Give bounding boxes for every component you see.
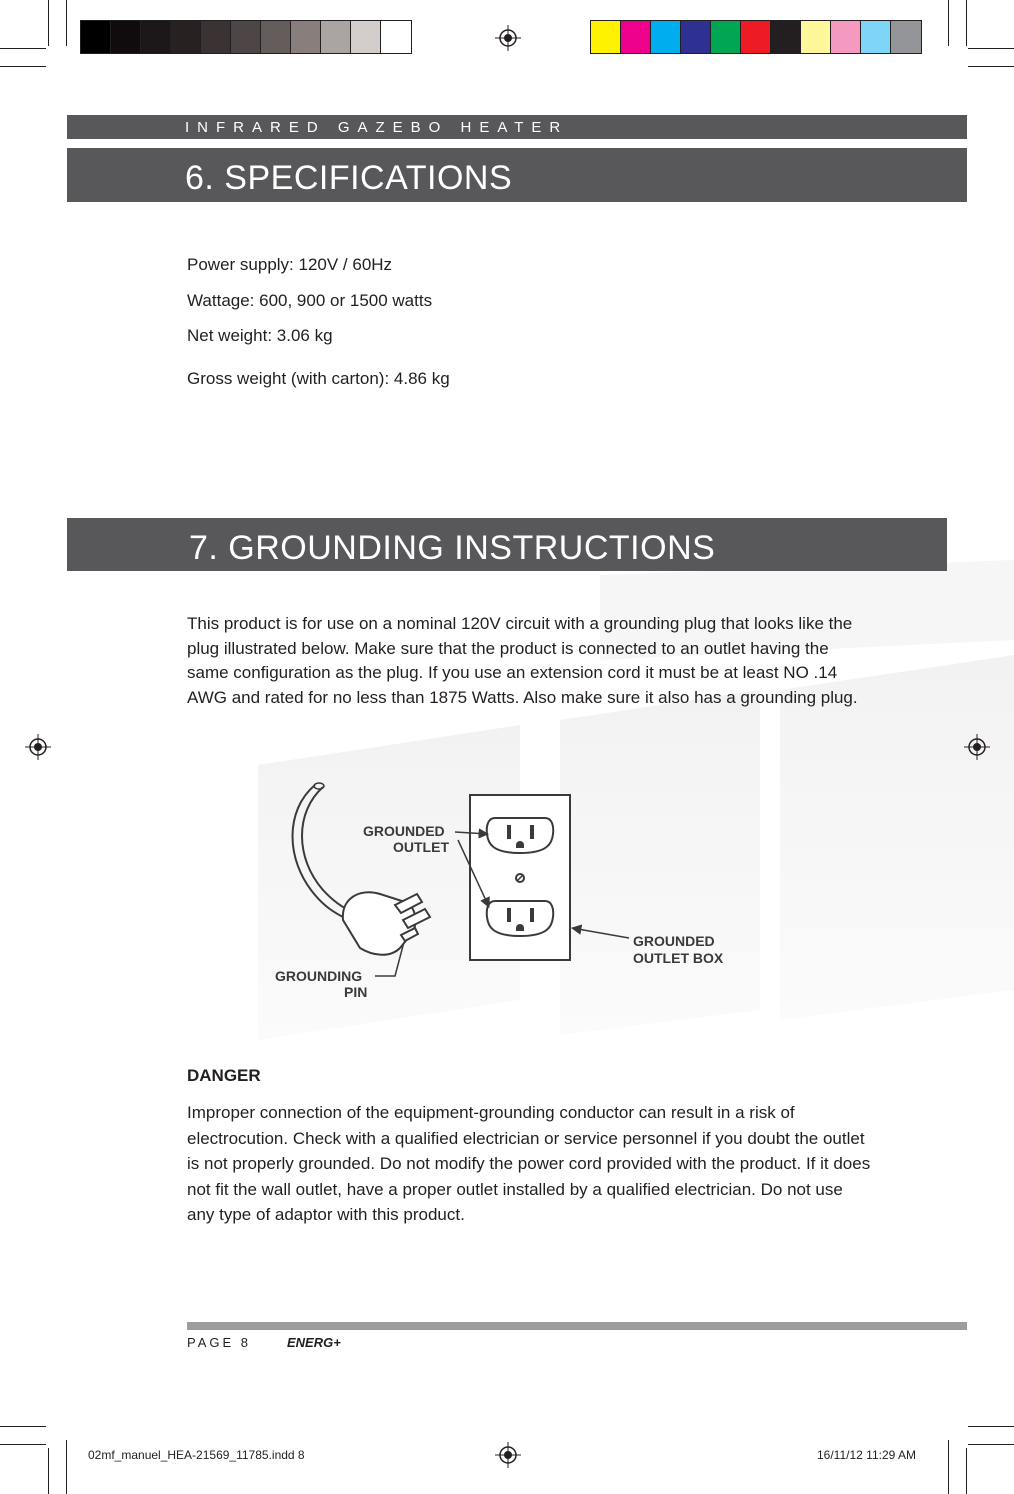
label-grounded-outlet-line2: OUTLET xyxy=(393,839,449,855)
color-swatch xyxy=(321,21,351,53)
color-swatch xyxy=(741,21,771,53)
slug-filename: 02mf_manuel_HEA-21569_11785.indd 8 xyxy=(88,1448,305,1462)
color-swatch xyxy=(861,21,891,53)
paragraph-line: plug illustrated below. Make sure that the product is connected to an outlet having the xyxy=(187,638,829,658)
section-7-title: 7. GROUNDING INSTRUCTIONS xyxy=(189,529,716,567)
paragraph-line: same configuration as the plug. If you use an extension cord it must be at least NO .14 xyxy=(187,663,838,682)
color-swatch xyxy=(621,21,651,53)
paragraph-line: is not properly grounded. Do not modify the power cord provided with the product. If it does xyxy=(187,1154,871,1173)
grounded-plug-outlet-diagram xyxy=(255,770,755,1025)
spec-net-weight: Net weight: 3.06 kg xyxy=(187,326,333,345)
label-grounding-pin-line2: PIN xyxy=(344,984,368,1000)
brand-name: ENERG+ xyxy=(287,1335,341,1350)
crop-mark xyxy=(0,1444,46,1445)
registration-mark-icon xyxy=(25,734,51,760)
color-swatch xyxy=(681,21,711,53)
color-swatch xyxy=(381,21,411,53)
spec-gross-weight: Gross weight (with carton): 4.86 kg xyxy=(187,369,450,388)
crop-mark xyxy=(968,1426,1014,1427)
running-head: INFRARED GAZEBO HEATER xyxy=(67,115,967,139)
color-swatch xyxy=(801,21,831,53)
color-swatch xyxy=(771,21,801,53)
plug-prong-icon xyxy=(395,894,422,913)
color-swatch xyxy=(231,21,261,53)
crop-mark xyxy=(0,1426,46,1427)
color-swatch xyxy=(711,21,741,53)
section-7-heading-bar xyxy=(67,518,947,571)
registration-mark-icon xyxy=(495,25,521,51)
paragraph-line: any type of adaptor with this product. xyxy=(187,1205,465,1224)
label-grounded-outlet-line1: GROUNDED xyxy=(363,823,445,839)
grayscale-color-bar xyxy=(80,20,412,54)
label-grounding-pin-line1: GROUNDING xyxy=(275,968,363,984)
crop-mark xyxy=(48,0,49,46)
spec-power-supply: Power supply: 120V / 60Hz xyxy=(187,255,393,274)
color-swatch xyxy=(651,21,681,53)
spec-wattage: Wattage: 600, 900 or 1500 watts xyxy=(187,291,433,310)
crop-mark xyxy=(968,48,1014,49)
footer-rule xyxy=(187,1322,967,1330)
power-cord xyxy=(293,785,346,918)
leader-line xyxy=(572,928,629,938)
section-6-title: 6. SPECIFICATIONS xyxy=(185,159,513,197)
color-swatch xyxy=(261,21,291,53)
color-swatch xyxy=(111,21,141,53)
crop-mark xyxy=(966,0,967,46)
page-number: PAGE 8 xyxy=(187,1335,252,1350)
registration-mark-icon xyxy=(495,1442,521,1468)
crop-mark xyxy=(968,1444,1014,1445)
crop-mark xyxy=(966,1448,967,1494)
color-swatch xyxy=(591,21,621,53)
paragraph-line: electrocution. Check with a qualified electrician or service personnel if you doubt the outlet xyxy=(187,1128,865,1148)
paragraph-line: This product is for use on a nominal 120V circuit with a grounding plug that looks like the xyxy=(187,614,853,633)
crop-mark xyxy=(0,48,46,49)
danger-heading: DANGER xyxy=(187,1066,261,1085)
color-swatch xyxy=(201,21,231,53)
section-6-heading-bar xyxy=(67,148,967,202)
color-swatch xyxy=(171,21,201,53)
crop-mark xyxy=(948,0,949,46)
crop-mark xyxy=(968,66,1014,67)
color-swatch xyxy=(81,21,111,53)
crop-mark xyxy=(48,1448,49,1494)
color-swatch xyxy=(831,21,861,53)
color-swatch xyxy=(291,21,321,53)
slug-timestamp: 16/11/12 11:29 AM xyxy=(817,1448,916,1462)
process-color-bar xyxy=(590,20,922,54)
label-grounded-outlet-box-line2: OUTLET BOX xyxy=(633,950,724,966)
crop-mark xyxy=(0,66,46,67)
paragraph-line: Improper connection of the equipment-grounding conductor can result in a risk of xyxy=(187,1103,795,1122)
danger-paragraph xyxy=(187,1100,917,1228)
paragraph-line: not fit the wall outlet, have a proper outlet installed by a qualified electrician. Do not use xyxy=(187,1179,843,1199)
label-grounded-outlet-box-line1: GROUNDED xyxy=(633,933,715,949)
crop-mark xyxy=(66,1440,67,1494)
grounding-intro-paragraph xyxy=(187,612,917,710)
color-swatch xyxy=(891,21,921,53)
color-swatch xyxy=(351,21,381,53)
registration-mark-icon xyxy=(964,734,990,760)
power-cord xyxy=(302,787,353,912)
crop-mark xyxy=(66,0,67,46)
paragraph-line: AWG and rated for no less than 1875 Watts. Also make sure it also has a grounding plug. xyxy=(187,687,858,707)
color-swatch xyxy=(141,21,171,53)
crop-mark xyxy=(948,1440,949,1494)
